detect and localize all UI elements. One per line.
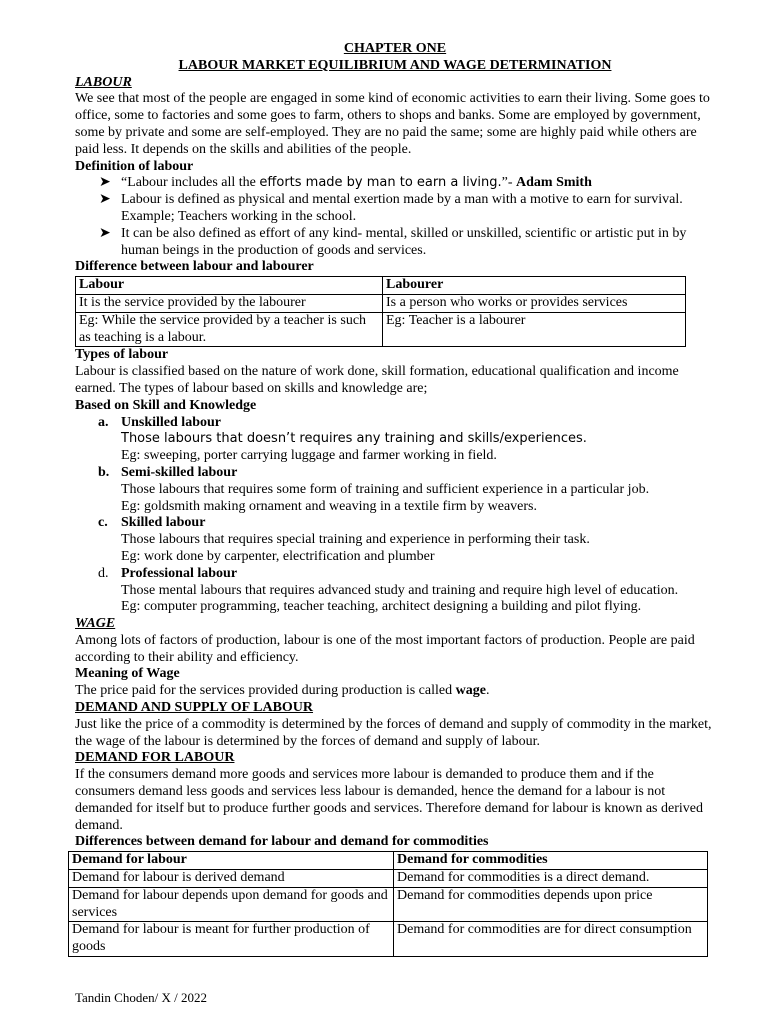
item-example: Eg: goldsmith making ornament and weaving in a textile firm by weavers. <box>121 498 538 514</box>
quote-text: efforts made by man to earn a living. <box>259 175 502 191</box>
table-header-row <box>76 277 686 295</box>
quote-close: ”- <box>501 175 517 191</box>
table-row <box>69 887 708 922</box>
item-name: Unskilled labour <box>121 414 221 430</box>
quote-open: “Labour includes all the <box>121 175 260 191</box>
labour-type-item <box>75 566 715 616</box>
table-row <box>69 870 708 888</box>
types-heading: Types of labour <box>75 347 169 363</box>
item-letter: c. <box>98 515 108 531</box>
diff-labour-heading: Difference between labour and labourer <box>75 259 314 275</box>
table-header-cell: Labour <box>76 277 383 295</box>
definition-heading: Definition of labour <box>75 158 194 174</box>
item-letter: d. <box>98 565 109 581</box>
table-cell: Demand for commodities is a direct demand. <box>394 870 708 888</box>
item-example: Eg: sweeping, porter carrying luggage and farmer working in field. <box>121 448 497 464</box>
table-cell: Demand for labour depends upon demand for goods and services <box>69 887 394 922</box>
item-desc: Those labours that doesn’t requires any training and skills/experiences. <box>121 431 587 447</box>
diff-demand-heading: Differences between demand for labour and demand for commodities <box>75 834 489 850</box>
table-row <box>76 294 686 312</box>
skill-heading: Based on Skill and Knowledge <box>75 397 257 413</box>
table-header-row <box>69 852 708 870</box>
table-row <box>69 922 708 957</box>
labour-type-item <box>75 465 715 515</box>
table-cell: It is the service provided by the labourer <box>76 294 383 312</box>
wage-heading: WAGE <box>75 616 116 632</box>
definition-text: It can be also defined as effort of any kind- mental, skilled or unskilled, scientific or artistic put in by human beings in the production of goods and services. <box>121 225 687 258</box>
definition-item <box>99 225 715 260</box>
table-cell: Is a person who works or provides services <box>383 294 686 312</box>
item-example: Eg: computer programming, teacher teaching, architect designing a building and pilot flying. <box>121 599 642 615</box>
quote-author: Adam Smith <box>516 175 592 191</box>
page-footer: Tandin Choden/ X / 2022 <box>75 990 207 1005</box>
item-name: Skilled labour <box>121 515 206 531</box>
item-name: Semi-skilled labour <box>121 464 238 480</box>
table-header-cell: Labourer <box>383 277 686 295</box>
table-row <box>76 312 686 347</box>
chapter-label: CHAPTER ONE <box>343 41 447 56</box>
item-letter: a. <box>98 414 109 430</box>
item-desc: Those mental labours that requires advanced study and training and require high level of education. <box>121 582 679 598</box>
table-header-cell: Demand for commodities <box>394 852 708 870</box>
labour-labourer-table <box>75 276 686 347</box>
item-desc: Those labours that requires special training and experience in performing their task. <box>121 532 590 548</box>
labour-type-item <box>75 515 715 565</box>
wage-meaning <box>75 683 715 700</box>
labour-types-list <box>75 415 715 617</box>
chapter-title: LABOUR MARKET EQUILIBRIUM AND WAGE DETERMINATION <box>178 57 612 73</box>
wage-meaning-text: The price paid for the services provided during production is called <box>75 683 456 699</box>
definition-text: Labour is defined as physical and mental exertion made by a man with a motive to earn for survival. Example; Teachers working in the school. <box>121 192 683 224</box>
labour-type-item <box>75 415 715 465</box>
arrow-bullet-icon: ➤ <box>99 192 111 208</box>
table-cell: Eg: Teacher is a labourer <box>383 312 686 347</box>
demand-comparison-table <box>68 851 708 957</box>
item-example: Eg: work done by carpenter, electrification and plumber <box>121 548 435 564</box>
table-cell: Eg: While the service provided by a teacher is such as teaching is a labour. <box>76 312 383 347</box>
labour-intro: We see that most of the people are engaged in some kind of economic activities to earn their living. Some goes to office, some to factories and some goes to farm, others to shops and banks. Some are employed by government, some by private and some are self-employed. They are no paid the same; some are highly paid while others are paid less. It depends on the skills and abilities of the people. <box>75 91 710 157</box>
wage-meaning-end: . <box>485 683 490 699</box>
demand-text: If the consumers demand more goods and services more labour is demanded to produce them and if the consumers demand less goods and services less labour is demanded, hence the demand for a labour is not demanded for itself but to produce further goods and services. Therefore demand for labour is known as derived demand. <box>75 767 703 833</box>
wage-intro: Among lots of factors of production, labour is one of the most important factors of production. People are paid according to their ability and efficiency. <box>75 632 695 665</box>
item-letter: b. <box>98 464 110 480</box>
table-cell: Demand for labour is derived demand <box>69 870 394 888</box>
definition-item <box>99 192 715 226</box>
demand-supply-text: Just like the price of a commodity is determined by the forces of demand and supply of commodity in the market, the wage of the labour is determined by the forces of demand and supply of labour. <box>75 716 712 749</box>
table-header-cell: Demand for labour <box>69 852 394 870</box>
page-content <box>72 41 715 957</box>
wage-meaning-heading: Meaning of Wage <box>75 666 180 682</box>
demand-heading: DEMAND FOR LABOUR <box>75 750 235 766</box>
labour-heading: LABOUR <box>75 74 132 90</box>
item-desc: Those labours that requires some form of training and sufficient experience in a particular job. <box>121 481 650 497</box>
definition-list <box>75 175 715 259</box>
types-intro: Labour is classified based on the nature of work done, skill formation, educational qualification and income earned. The types of labour based on skills and knowledge are; <box>75 364 679 396</box>
wage-term: wage <box>455 683 486 699</box>
arrow-bullet-icon: ➤ <box>99 225 111 241</box>
table-cell: Demand for labour is meant for further production of goods <box>69 922 394 957</box>
table-cell: Demand for commodities are for direct consumption <box>394 922 708 957</box>
arrow-bullet-icon: ➤ <box>99 175 111 191</box>
demand-supply-heading: DEMAND AND SUPPLY OF LABOUR <box>75 700 314 716</box>
table-cell: Demand for commodities depends upon price <box>394 887 708 922</box>
item-name: Professional labour <box>121 565 238 581</box>
definition-item <box>99 175 715 192</box>
